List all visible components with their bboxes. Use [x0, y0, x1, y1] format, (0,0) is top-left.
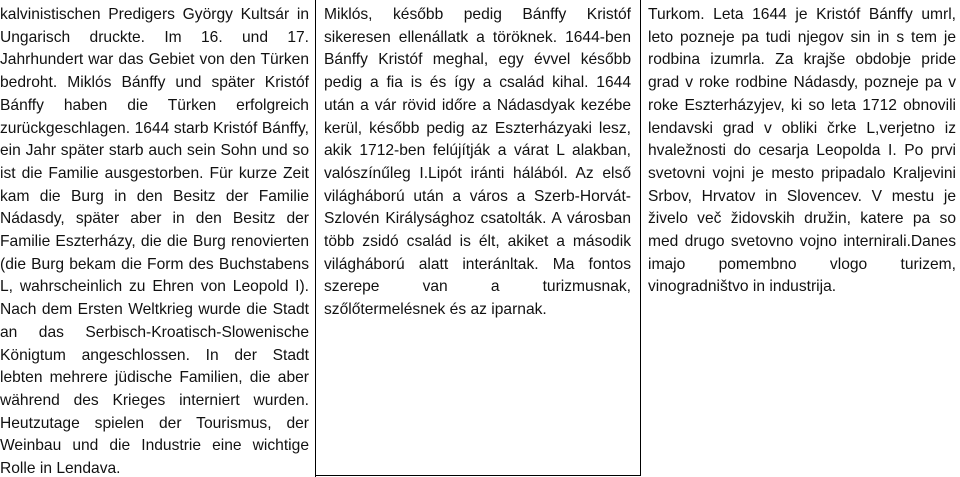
- hungarian-paragraph: Miklós, később pedig Bánffy Kristóf sikeresen ellenállatk a töröknek. 1644-ben Bánffy Kristóf meghal, egy évvel később pedig a fia is és így a család kihal. 1644 után a vár rövid időre a Nádasdyak kezébe kerül, később pedig az Eszterházyaki lesz, akik 1712-ben felújítják a várat L alakban, valószínűleg I.Lipót iránti hálából. Az első világháború után a város a Szerb-Horvát-Szlovén Királysághoz csatolták. A városban több zsidó család is élt, akiket a második világháború alatt interánltak. Ma fontos szerepe van a turizmusnak, szőlőtermelésnek és az iparnak.: [324, 6, 631, 319]
- slovenian-text-column: [641, 0, 960, 477]
- slovenian-paragraph: Turkom. Leta 1644 je Kristóf Bánffy umrl, leto pozneje pa tudi njegov sin in s tem je rodbina izumrla. Za krajše obdobje pride grad v roke rodbine Nádasdy, pozneje pa v roke Eszterházyjev, ki so leta 1712 obnovili lendavski grad v obliki črke L,verjetno iz hvaležnosti do cesarja Leopolda I. Po prvi svetovni vojni je mesto pripadalo Kraljevini Srbov, Hrvatov in Slovencev. V mestu je živelo več židovskih družin, katere pa so med drugo svetovno vojno internirali.Danes imajo pomembno vlogo turizem, vinogradništvo in industrija.: [648, 6, 956, 296]
- german-text-column: [0, 0, 316, 477]
- german-paragraph: kalvinistischen Predigers György Kultsár in Ungarisch druckte. Im 16. und 17. Jahrhundert war das Gebiet von den Türken bedroht. Miklós Bánffy und später Kristóf Bánffy haben die Türken erfolgreich zurückgeschlagen. 1644 starb Kristóf Bánffy, ein Jahr später starb auch sein Sohn und so ist die Familie ausgestorben. Für kurze Zeit kam die Burg in den Besitz der Familie Nádasdy, später aber in den Besitz der Familie Eszterházy, die die Burg renovierten (die Burg bekam die Form des Buchstabens L, wahrscheinlich zu Ehren von Leopold I). Nach dem Ersten Weltkrieg wurde die Stadt an das Serbisch-Kroatisch-Slowenische Königtum angeschlossen. In der Stadt lebten mehrere jüdische Familien, die aber während des Krieges interniert wurden. Heutzutage spielen der Tourismus, der Weinbau und die Industrie eine wichtige Rolle in Lendava.: [0, 6, 309, 477]
- hungarian-text-column: [316, 0, 641, 476]
